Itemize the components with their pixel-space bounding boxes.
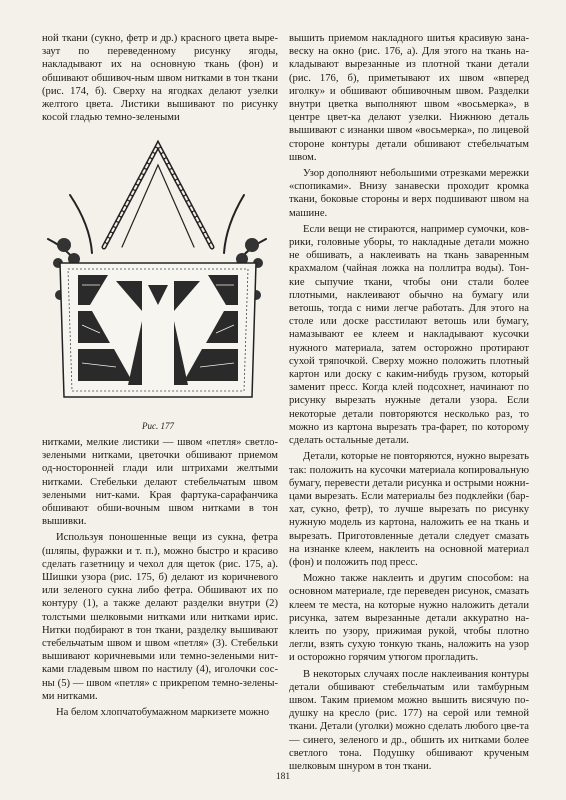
paragraph: На белом хлопчатобумажном маркизете можно — [56, 707, 270, 719]
paragraph: Если вещи не стираются, например сумочки, ков-рики, головные уборы, то накладные детали можно не обшивать, а наклеивать на ткань заваренным крахмалом (чайная ложка на поллитра воды). Тон-кие сыпучие ткани, чтобы они стали более плотными, наклеивают обычно на бумагу или ветошь, тогда с ними легче работать. Для этого на столе или доске расстилают ветошь или бумагу, намазывают ее клеем и накладывают кусочки нужного материала, затем осторожно протирают сухой тряпочкой. Сверху можно положить плотный картон или доску с каким-нибудь грузом, который заменит пресс. Когда клей подсохнет, начинают по рисунку вырезать нужные детали узора. Если некоторые детали повторяются несколько раз, то можно из картона вырезать тра-фарет, по которому сделать остальные детали. — [289, 223, 529, 447]
paragraph: Можно также наклеить и другим способом: на основном материале, где переведен рисунок, смазать клеем те места, на которые нужно наложить детали рисунка, затем вырезанные детали аккуратно на-клеить по узору, прижимая рукой, чтобы плотно легли, взять сухую тонкую ткань, наложить на узор и осторожно горячим утюгом прогладить. — [289, 573, 529, 664]
right-column — [289, 32, 529, 773]
paragraph: ной ткани (сукно, фетр и др.) красного цвета выре-заут по переведенному рисунку ягоды, накладывают их на основную ткань (фон) и обшивают обшивоч-ным швом нитками в тон ткани (рис. 174, б). Сверху на ягодках делают узелки желтого цвета. Листики вышивают по рисунку косой гладью темно-зелеными — [42, 33, 278, 124]
left-column-bottom — [42, 436, 278, 719]
paragraph: Узор дополняют небольшими отрезками мережки «спопиками». Внизу занавески проходит кромка ткани, боковые стороны и верх подшивают швом на машине. — [289, 168, 529, 219]
paragraph: Используя поношенные вещи из сукна, фетра (шляпы, фуражки и т. п.), можно быстро и красиво сделать газетницу и чехол для щеток (рис. 175, а). Шишки узора (рис. 175, б) делают из коричневого или зеленого сукна либо фетра. Обшивают их по контуру (1), а также делают разделки внутри (2) толстыми шелковыми нитками или нитками ирис. Нитки подбирают в тон ткани, разделку вышивают стебельчатым швом и швом «петля» (3). Стебельки вышивают коричневыми или темно-зелеными нит-ками гладевым швом по настилу (4), иголочки сос-ны (5) — швом «петля» с прикрепом темно-зелены-ми нитками. — [42, 532, 278, 702]
figure-caption: Рис. 177 — [142, 421, 174, 431]
paragraph: В некоторых случаях после наклеивания контуры детали обшивают стебельчатым или тамбурным швом. Таким приемом можно вышить висячую по-душку на кресло (рис. 177) на серой или темной ткани. Детали (уголки) можно сделать любого цве-та — синего, зеленого и др., обшить их нитками более светлого тона. Подушку обшивают крученым шелковым шнуром в тон ткани. — [289, 668, 530, 772]
paragraph: вышить приемом накладного шитья красивую зана-веску на окно (рис. 176, а). Для этого на ткань на-кладывают вырезанные из плотной ткани детали (рис. 176, б), приметывают их швом «вперед иголку» и обшивают обшивочным швом. Разделки внутри цветка выполняют швом «восьмерка», в центре цвет-ка делают узелки. Нижнюю деталь вышивают с изнанки швом «восьмерка», по лицевой стороне контуры детали обшивают стебельчатым швом. — [289, 33, 529, 163]
page-number: 181 — [275, 772, 291, 782]
left-column-top — [42, 32, 278, 124]
paragraph: нитками, мелкие листики — швом «петля» светло-зелеными нитками, цветочки обшивают приемом од-носторонней глади или штрихами желтыми нитками. Стебельки делают стебельчатым швом зелеными нит-ками. Края фартука-сарафанчика обшивают обши-вочным швом нитками в тон вышивки. — [42, 437, 278, 528]
paragraph: Детали, которые не повторяются, нужно вырезать так: положить на кусочки материала копировальную бумагу, перевести детали рисунка и острыми ножни-цами вырезать. Если материалы без подклейки (бар-хат, сукно, фетр), то лучше вырезать по рисунку нужную модель из картона, наложить ее на ткань и вырезать. Приготовленные детали следует смазать на изнанке клеем, наклеить на основной материал (фон) и положить под пресс. — [289, 451, 529, 568]
figure-177 — [30, 135, 286, 435]
cushion-illustration — [30, 135, 286, 418]
